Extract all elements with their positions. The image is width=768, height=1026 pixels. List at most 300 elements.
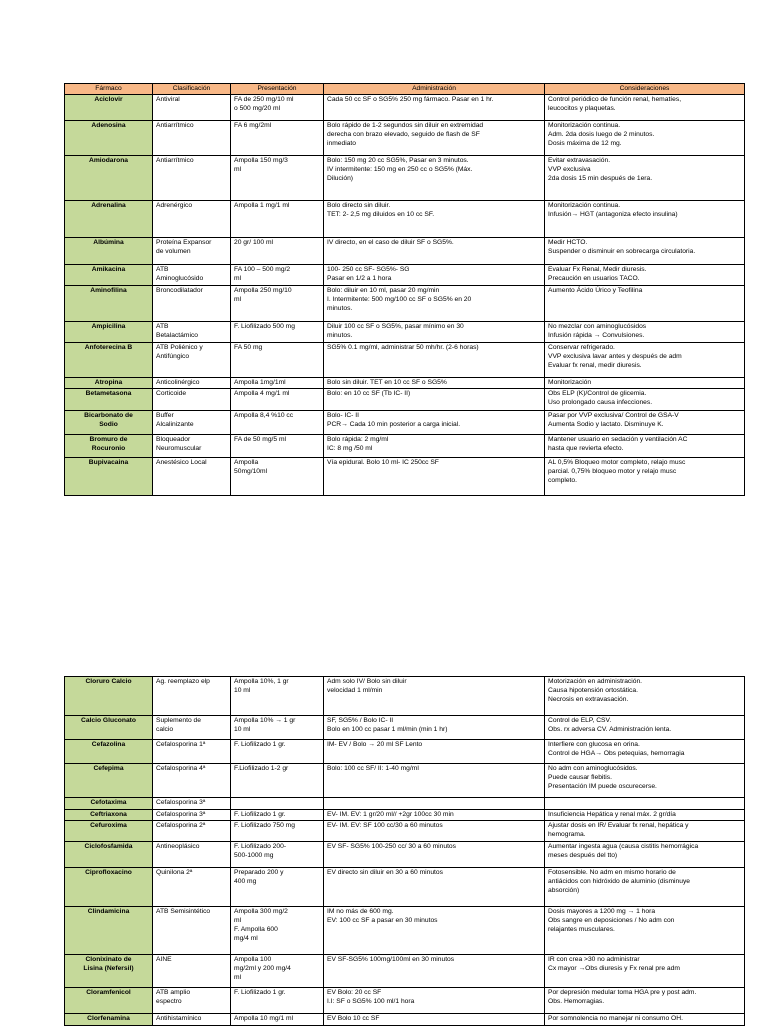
presentation-cell: [231, 389, 324, 411]
presentation-cell: [231, 322, 324, 343]
considerations-cell: [545, 716, 745, 740]
header-presentacion: Presentación: [231, 84, 324, 95]
table-row: [65, 988, 745, 1014]
presentation-cell: [231, 988, 324, 1014]
considerations-cell: [545, 955, 745, 988]
cell-text-line: IC: 8 mg /50 ml: [327, 445, 373, 452]
considerations-cell: [545, 411, 745, 435]
considerations-cell: [545, 458, 745, 496]
considerations-cell: [545, 156, 745, 201]
cell-text-line: Ampolla 8,4 %10 cc: [234, 412, 294, 419]
administration-cell: [324, 810, 545, 821]
classification-cell: [153, 842, 231, 868]
table-row: [65, 411, 745, 435]
administration-cell: [324, 265, 545, 286]
cell-text-line: leucocitos y plaquetas.: [548, 105, 616, 112]
classification-cell: [153, 411, 231, 435]
cell-text-line: 500-1000 mg: [234, 852, 274, 859]
considerations-cell: [545, 121, 745, 156]
considerations-cell: [545, 907, 745, 955]
cell-text-line: Antiviral: [156, 96, 180, 103]
cell-text-line: Bolo rápido de 1-2 segundos sin diluir en extremidad: [327, 122, 484, 129]
administration-cell: [324, 322, 545, 343]
cell-text-line: Anticolinérgico: [156, 379, 200, 386]
cell-text-line: Aumento Ácido Úrico y Teofilina: [548, 287, 643, 294]
drug-name-cell: [65, 988, 153, 1014]
cell-text-line: Atropina: [94, 379, 123, 386]
administration-cell: [324, 955, 545, 988]
cell-text-line: Neuromuscular: [156, 445, 202, 452]
classification-cell: [153, 121, 231, 156]
drug-name-cell: [65, 238, 153, 265]
cell-text-line: Ceftriaxona: [90, 811, 127, 818]
cell-text-line: Motorización en administración.: [548, 678, 643, 685]
cell-text-line: Bolo directo sin diluir.: [327, 202, 391, 209]
cell-text-line: FA 6 mg/2ml: [234, 122, 272, 129]
presentation-cell: [231, 907, 324, 955]
drug-name-cell: [65, 821, 153, 842]
cell-text-line: Control periódico de función renal, hematíes,: [548, 96, 682, 103]
administration-cell: [324, 378, 545, 389]
drug-name-cell: [65, 764, 153, 798]
administration-cell: [324, 411, 545, 435]
cell-text-line: Ajustar dosis en IR/ Evaluar fx renal, hepática y: [548, 822, 689, 829]
classification-cell: [153, 988, 231, 1014]
drug-name-cell: [65, 322, 153, 343]
table-row: [65, 389, 745, 411]
cell-text-line: Ampolla: [234, 459, 259, 466]
table-row: [65, 435, 745, 458]
classification-cell: [153, 95, 231, 121]
presentation-cell: [231, 286, 324, 322]
table-row: [65, 322, 745, 343]
cell-text-line: Dilución): [327, 175, 354, 182]
cell-text-line: Cefalosporina 2ª: [156, 822, 206, 829]
table-row: [65, 764, 745, 798]
cell-text-line: 400 mg: [234, 878, 257, 885]
cell-text-line: Necrosis en extravasación.: [548, 696, 629, 703]
cell-text-line: EV directo sin diluir en 30 a 60 minutos: [327, 869, 443, 876]
cell-text-line: Aciclovir: [94, 96, 123, 103]
cell-text-line: Adm solo IV/ Bolo sin diluir: [327, 678, 407, 685]
considerations-cell: [545, 868, 745, 907]
drug-name-cell: [65, 265, 153, 286]
cell-text-line: Cefazolina: [91, 741, 126, 748]
cell-text-line: Suspender o disminuir en sobrecarga circulatoria.: [548, 248, 696, 255]
cell-text-line: 10 ml: [234, 687, 251, 694]
cell-text-line: mg/4 ml: [234, 935, 258, 942]
drug-name-cell: [65, 810, 153, 821]
drug-name-cell: [65, 411, 153, 435]
classification-cell: [153, 821, 231, 842]
cell-text-line: Control de ELP, CSV.: [548, 717, 612, 724]
drug-name-cell: [65, 458, 153, 496]
classification-cell: [153, 810, 231, 821]
cell-text-line: Por somnolencia no manejar ni consumo OH.: [548, 1015, 683, 1022]
cell-text-line: calcio: [156, 726, 174, 733]
cell-text-line: Bicarbonato de: [84, 412, 133, 419]
considerations-cell: [545, 238, 745, 265]
cell-text-line: F. Liofilizado 750 mg: [234, 822, 295, 829]
cell-text-line: parcial. 0,75% bloqueo motor y relajo musc: [548, 468, 677, 475]
administration-cell: [324, 821, 545, 842]
cell-text-line: Obs sangre en deposiciones / No adm con: [548, 917, 675, 924]
cell-text-line: Adrenérgico: [156, 202, 193, 209]
cell-text-line: Amikacina: [91, 266, 126, 273]
cell-text-line: Evaluar fx renal, medir diuresis.: [548, 362, 642, 369]
classification-cell: [153, 238, 231, 265]
presentation-cell: [231, 810, 324, 821]
cell-text-line: completo.: [548, 477, 577, 484]
cell-text-line: Bolo: diluir en 10 ml, pasar 20 mg/min: [327, 287, 440, 294]
classification-cell: [153, 740, 231, 764]
classification-cell: [153, 955, 231, 988]
cell-text-line: Adenosina: [91, 122, 126, 129]
cell-text-line: Puede causar flebitis.: [548, 774, 612, 781]
cell-text-line: Cefalosporina 3ª: [156, 811, 206, 818]
cell-text-line: AL 0,5% Bloqueo motor completo, relajo musc: [548, 459, 686, 466]
cell-text-line: Ampolla 150 mg/3: [234, 157, 288, 164]
presentation-cell: [231, 238, 324, 265]
cell-text-line: 20 gr/ 100 ml: [234, 239, 274, 246]
cell-text-line: derecha con brazo elevado, seguido de flash de SF: [327, 131, 480, 138]
cell-text-line: ATB Poliénico y: [156, 344, 203, 351]
cell-text-line: velocidad 1 ml/min: [327, 687, 383, 694]
cell-text-line: absorción): [548, 887, 580, 894]
cell-text-line: PCR→ Cada 10 min posterior a carga inicial.: [327, 421, 461, 428]
cell-text-line: Quinilona 2ª: [156, 869, 193, 876]
cell-text-line: F. Liofilizado 500 mg: [234, 323, 295, 330]
cell-text-line: Aumentar ingesta agua (causa cistitis hemorrágica: [548, 843, 699, 850]
table-row: [65, 121, 745, 156]
cell-text-line: Cefotaxima: [90, 799, 127, 806]
table-row: [65, 842, 745, 868]
drug-name-cell: [65, 842, 153, 868]
presentation-cell: [231, 121, 324, 156]
presentation-cell: [231, 821, 324, 842]
cell-text-line: ml: [234, 166, 242, 173]
table-row: [65, 955, 745, 988]
drug-name-cell: [65, 156, 153, 201]
classification-cell: [153, 798, 231, 810]
cell-text-line: Uso prolongado causa infecciones.: [548, 399, 653, 406]
cell-text-line: Vía epidural. Bolo 10 ml- IC 250cc SF: [327, 459, 439, 466]
presentation-cell: [231, 798, 324, 810]
cell-text-line: No adm con aminoglucósidos.: [548, 765, 638, 772]
administration-cell: [324, 156, 545, 201]
classification-cell: [153, 716, 231, 740]
cell-text-line: Betalactámico: [156, 332, 199, 339]
cell-text-line: EV SF-SG5% 100mg/100ml en 30 minutos: [327, 956, 455, 963]
classification-cell: [153, 265, 231, 286]
table-row: [65, 458, 745, 496]
considerations-cell: [545, 798, 745, 810]
cell-text-line: Bolo en 100 cc pasar 1 ml/min (min 1 hr): [327, 726, 448, 733]
table-row: [65, 238, 745, 265]
cell-text-line: Ampolla 1 mg/1 ml: [234, 202, 290, 209]
classification-cell: [153, 677, 231, 716]
cell-text-line: F. Liofilizado 1 gr.: [234, 741, 286, 748]
cell-text-line: IV intermitente: 150 mg en 250 cc o SG5% (Máx.: [327, 166, 473, 173]
cell-text-line: Cefepima: [93, 765, 124, 772]
considerations-cell: [545, 389, 745, 411]
cell-text-line: Diluir 100 cc SF o SG5%, pasar mínimo en 30: [327, 323, 464, 330]
cell-text-line: Betametasona: [85, 390, 132, 397]
table-row: [65, 810, 745, 821]
presentation-cell: [231, 764, 324, 798]
cell-text-line: Corticoide: [156, 390, 187, 397]
administration-cell: [324, 435, 545, 458]
cell-text-line: Preparado 200 y: [234, 869, 284, 876]
cell-text-line: Cloruro Calcio: [85, 678, 132, 685]
cell-text-line: EV SF- SG5% 100-250 cc/ 30 a 60 minutos: [327, 843, 456, 850]
cell-text-line: Monitorización: [548, 379, 592, 386]
cell-text-line: Monitorización continua.: [548, 202, 621, 209]
cell-text-line: Alcalinizante: [156, 421, 194, 428]
presentation-cell: [231, 201, 324, 238]
drug-name-cell: [65, 955, 153, 988]
drug-name-cell: [65, 389, 153, 411]
drug-name-cell: [65, 907, 153, 955]
cell-text-line: EV Bolo: 20 cc SF: [327, 989, 382, 996]
cell-text-line: Antiarrítmico: [156, 157, 194, 164]
drug-name-cell: [65, 716, 153, 740]
cell-text-line: Lisina (Nefersil): [83, 965, 134, 972]
considerations-cell: [545, 821, 745, 842]
cell-text-line: Aminofilina: [90, 287, 127, 294]
table-row: [65, 821, 745, 842]
cell-text-line: Interfiere con glucosa en orina.: [548, 741, 640, 748]
cell-text-line: F. Liofilizado 1 gr.: [234, 989, 286, 996]
cell-text-line: Ampolla 300 mg/2: [234, 908, 288, 915]
presentation-cell: [231, 411, 324, 435]
presentation-cell: [231, 740, 324, 764]
drug-name-cell: [65, 677, 153, 716]
cell-text-line: ml: [234, 917, 242, 924]
cell-text-line: Calcio Gluconato: [81, 717, 136, 724]
considerations-cell: [545, 286, 745, 322]
cell-text-line: IM no más de 600 mg.: [327, 908, 394, 915]
cell-text-line: Bolo: 100 cc SF/ II: 1-40 mg/ml: [327, 765, 419, 772]
cell-text-line: Bupivacaina: [88, 459, 129, 466]
cell-text-line: Pasar en 1/2 a 1 hora: [327, 275, 392, 282]
considerations-cell: [545, 764, 745, 798]
cell-text-line: F. Liofilizado 1 gr.: [234, 811, 286, 818]
cell-text-line: FA de 250 mg/10 ml: [234, 96, 294, 103]
administration-cell: [324, 458, 545, 496]
table-row: [65, 677, 745, 716]
cell-text-line: Amiodarona: [88, 157, 128, 164]
administration-cell: [324, 389, 545, 411]
cell-text-line: Dosis mayores a 1200 mg → 1 hora: [548, 908, 656, 915]
cell-text-line: Monitorización continua.: [548, 122, 621, 129]
cell-text-line: F. Liofilizado 200-: [234, 843, 287, 850]
drug-name-cell: [65, 121, 153, 156]
cell-text-line: Rocuronio: [91, 445, 126, 452]
cell-text-line: Clorfenamina: [87, 1015, 130, 1022]
presentation-cell: [231, 343, 324, 378]
considerations-cell: [545, 988, 745, 1014]
drug-name-cell: [65, 798, 153, 810]
cell-text-line: Antihistamínico: [156, 1015, 202, 1022]
cell-text-line: Cx mayor →Obs diuresis y Fx renal pre adm: [548, 965, 680, 972]
cell-text-line: Cefalosporina 4ª: [156, 765, 206, 772]
cell-text-line: minutos.: [327, 305, 353, 312]
administration-cell: [324, 677, 545, 716]
cell-text-line: Anfoterecina B: [84, 344, 133, 351]
presentation-cell: [231, 716, 324, 740]
table-row: [65, 286, 745, 322]
table-row: [65, 265, 745, 286]
table-row: [65, 156, 745, 201]
cell-text-line: Control de HGA→ Obs petequias, hemorragia: [548, 750, 685, 757]
cell-text-line: Ciclofosfamida: [84, 843, 133, 850]
considerations-cell: [545, 265, 745, 286]
cell-text-line: F. Ampolla 600: [234, 926, 278, 933]
presentation-cell: [231, 677, 324, 716]
administration-cell: [324, 238, 545, 265]
cell-text-line: hasta que revierta efecto.: [548, 445, 624, 452]
drug-name-cell: [65, 435, 153, 458]
presentation-cell: [231, 458, 324, 496]
presentation-cell: [231, 378, 324, 389]
cell-text-line: I. Intermitente: 500 mg/100 cc SF o SG5% en 20: [327, 296, 472, 303]
cell-text-line: VVP exclusiva: [548, 166, 591, 173]
cell-text-line: Insuficiencia Hepática y renal máx. 2 gr/día: [548, 811, 676, 818]
cell-text-line: Broncodilatador: [156, 287, 203, 294]
drug-name-cell: [65, 95, 153, 121]
presentation-cell: [231, 95, 324, 121]
header-clasificacion: Clasificación: [153, 84, 231, 95]
table-row: [65, 740, 745, 764]
cell-text-line: EV- IM. EV: 1 gr/20 ml// +2gr 100cc 30 min: [327, 811, 454, 818]
drug-table-2: [64, 676, 745, 1026]
cell-text-line: AINE: [156, 956, 172, 963]
cell-text-line: SG5% 0.1 mg/ml, administrar 50 mh/hr. (2-6 horas): [327, 344, 479, 351]
classification-cell: [153, 343, 231, 378]
drug-name-cell: [65, 343, 153, 378]
cell-text-line: Aumenta Sodio y lactato. Disminuye K.: [548, 421, 664, 428]
cell-text-line: de volumen: [156, 248, 191, 255]
table-body-1: [65, 95, 745, 496]
cell-text-line: Clindamicina: [87, 908, 130, 915]
cell-text-line: Adrenalina: [91, 202, 126, 209]
considerations-cell: [545, 343, 745, 378]
cell-text-line: FA 100 – 500 mg/2: [234, 266, 291, 273]
cell-text-line: Infusión→ HGT (antagoniza efecto insulina): [548, 211, 678, 218]
administration-cell: [324, 798, 545, 810]
cell-text-line: Por depresión medular toma HGA pre y post adm.: [548, 989, 697, 996]
cell-text-line: Ampolla 250 mg/10: [234, 287, 292, 294]
cell-text-line: Ciprofloxacino: [85, 869, 132, 876]
cell-text-line: Cefalosporina 3ª: [156, 799, 206, 806]
cell-text-line: Ampolla 10%, 1 gr: [234, 678, 289, 685]
administration-cell: [324, 868, 545, 907]
administration-cell: [324, 95, 545, 121]
table-row: [65, 201, 745, 238]
cell-text-line: relajantes musculares.: [548, 926, 615, 933]
table-row: [65, 378, 745, 389]
cell-text-line: Bromuro de: [89, 436, 128, 443]
cell-text-line: hemograma.: [548, 831, 586, 838]
table-row: [65, 798, 745, 810]
cell-text-line: Obs. Hemorragias.: [548, 998, 605, 1005]
considerations-cell: [545, 842, 745, 868]
cell-text-line: Precaución en usuarios TACO.: [548, 275, 640, 282]
cell-text-line: minutos.: [327, 332, 353, 339]
cell-text-line: Anestésico Local: [156, 459, 207, 466]
classification-cell: [153, 322, 231, 343]
administration-cell: [324, 988, 545, 1014]
cell-text-line: Proteína Expansor: [156, 239, 212, 246]
classification-cell: [153, 458, 231, 496]
cell-text-line: Ampolla 1mg/1ml: [234, 379, 286, 386]
presentation-cell: [231, 842, 324, 868]
cell-text-line: Conservar refrigerado.: [548, 344, 615, 351]
table-row: [65, 868, 745, 907]
cell-text-line: Infusión rápida → Convulsiones.: [548, 332, 645, 339]
cell-text-line: IR con crea >30 no administrar: [548, 956, 640, 963]
cell-text-line: o 500 mg/20 ml: [234, 105, 281, 112]
administration-cell: [324, 716, 545, 740]
cell-text-line: inmediato: [327, 140, 356, 147]
cell-text-line: F.Liofilizado 1-2 gr: [234, 765, 289, 772]
considerations-cell: [545, 740, 745, 764]
drug-name-cell: [65, 201, 153, 238]
header-administracion: Administración: [324, 84, 545, 95]
table-row: [65, 716, 745, 740]
cell-text-line: Antineoplásico: [156, 843, 200, 850]
drug-name-cell: [65, 868, 153, 907]
considerations-cell: [545, 435, 745, 458]
cell-text-line: Ampolla 10 mg/1 ml: [234, 1015, 294, 1022]
cell-text-line: Sodio: [99, 421, 118, 428]
administration-cell: [324, 764, 545, 798]
presentation-cell: [231, 435, 324, 458]
header-consideraciones: Consideraciones: [545, 84, 745, 95]
cell-text-line: Bloqueador: [156, 436, 191, 443]
cell-text-line: ml: [234, 296, 242, 303]
cell-text-line: Evitar extravasación.: [548, 157, 611, 164]
administration-cell: [324, 907, 545, 955]
considerations-cell: [545, 810, 745, 821]
considerations-cell: [545, 677, 745, 716]
cell-text-line: ATB: [156, 323, 169, 330]
classification-cell: [153, 378, 231, 389]
cell-text-line: EV: 100 cc SF a pasar en 30 minutos: [327, 917, 438, 924]
cell-text-line: 2da dosis 15 min después de 1era.: [548, 175, 653, 182]
cell-text-line: Dosis máxima de 12 mg.: [548, 140, 622, 147]
cell-text-line: Cefuroxima: [90, 822, 127, 829]
cell-text-line: Evaluar Fx Renal, Medir diuresis.: [548, 266, 647, 273]
cell-text-line: FA de 50 mg/5 ml: [234, 436, 287, 443]
administration-cell: [324, 740, 545, 764]
cell-text-line: Ampicilina: [91, 323, 126, 330]
cell-text-line: 100- 250 cc SF- SG5%- SG: [327, 266, 410, 273]
cell-text-line: Aminoglucósido: [156, 275, 204, 282]
cell-text-line: Bolo sin diluir. TET en 10 cc SF o SG5%: [327, 379, 447, 386]
cell-text-line: VVP exclusiva lavar antes y después de adm: [548, 353, 682, 360]
administration-cell: [324, 842, 545, 868]
cell-text-line: antiácidos con hidróxido de aluminio (disminuye: [548, 878, 691, 885]
cell-text-line: EV- IM. EV: SF 100 cc/30 a 60 minutos: [327, 822, 443, 829]
cell-text-line: IM- EV / Bolo → 20 ml SF Lento: [327, 741, 423, 748]
classification-cell: [153, 286, 231, 322]
cell-text-line: Cada 50 cc SF o SG5% 250 mg fármaco. Pasar en 1 hr.: [327, 96, 494, 103]
cell-text-line: Cefalosporina 1ª: [156, 741, 206, 748]
cell-text-line: ml: [234, 275, 242, 282]
cell-text-line: Presentación IM puede oscurecerse.: [548, 783, 657, 790]
